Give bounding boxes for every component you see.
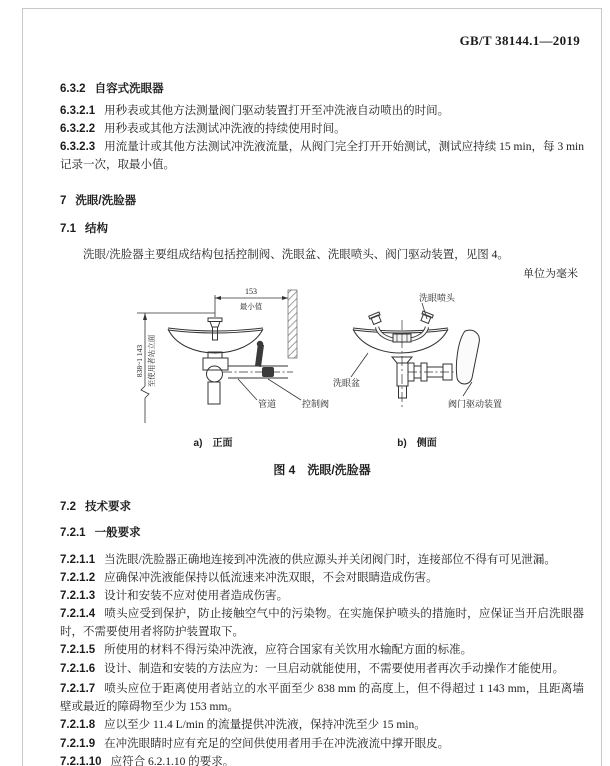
clause-7-2-1-2 (60, 569, 584, 587)
front-view (137, 290, 301, 423)
valve-actuator-label: 阀门驱动装置 (448, 399, 503, 409)
clause-number: 7.2.1.9 (60, 738, 96, 750)
section-number: 7 (60, 195, 67, 207)
clause-number: 6.3.2.1 (60, 105, 96, 117)
clause-number: 7.2.1.10 (60, 756, 102, 766)
valve-leader-line (268, 379, 301, 400)
clause-number: 7.2.1.6 (60, 663, 96, 675)
wall-hatch (288, 290, 297, 358)
clause-7-2-1-5 (60, 641, 584, 659)
dim-153-value: 153 (245, 287, 257, 296)
front-spray-head (208, 318, 222, 340)
paragraph-7-1: 洗眼/洗脸器主要组成结构包括控制阀、洗眼盆、洗眼喷头、阀门驱动装置，见图 4。 (83, 249, 509, 261)
section-7 (60, 192, 584, 210)
spray-head-label: 洗眼喷头 (419, 293, 456, 303)
clause-text: 喷头应位于距离使用者站立的水平面至少 838 mm 的高度上，但不得超过 1 143 mm，且距离墙壁或最近的障碍物至少为 153 mm。 (60, 683, 584, 713)
section-6-3-2 (60, 80, 584, 98)
section-number: 7.1 (60, 223, 76, 235)
clause-7-2-1-7 (60, 680, 584, 716)
clause-7-2-1-1 (60, 551, 584, 569)
clause-7-2-1-3 (60, 587, 584, 605)
clause-6-3-2-1 (60, 102, 584, 120)
clause-text: 用秒表或其他方法测试冲洗液的持续使用时间。 (104, 123, 346, 135)
pipe-leader-line (238, 379, 257, 400)
clause-text: 设计、制造和安装的方法应为：一旦启动就能使用，不需要使用者再次手动操作才能使用。 (104, 663, 565, 675)
section-title: 洗眼/洗脸器 (75, 195, 137, 207)
clause-number: 7.2.1.5 (60, 644, 96, 656)
section-number: 6.3.2 (60, 83, 86, 95)
clause-number: 6.3.2.3 (60, 141, 96, 153)
caption-front-view: a) 正面 (193, 438, 233, 449)
clause-7-2-1-8 (60, 716, 584, 734)
clause-number: 7.2.1.1 (60, 554, 96, 566)
dim-height-note: 至使用者站立面 (147, 334, 156, 388)
pipe-label: 管道 (258, 399, 277, 409)
front-control-valve (255, 341, 274, 377)
section-title: 一般要求 (94, 527, 141, 539)
section-7-1 (60, 220, 584, 238)
side-plumbing (392, 357, 467, 398)
bowl-leader-line (351, 353, 368, 377)
clause-text: 在冲洗眼睛时应有充足的空间供使用者用手在冲洗液流中撑开眼皮。 (104, 738, 450, 750)
clause-6-3-2-2 (60, 120, 584, 138)
bowl-label: 洗眼盆 (333, 378, 361, 388)
clause-text: 当洗眼/洗脸器正确地连接到冲洗液的供应源头并关闭阀门时，连接部位不得有可见泄漏。 (104, 554, 556, 566)
clause-7-2-1-9 (60, 735, 584, 753)
side-view (351, 303, 479, 410)
front-plumbing (203, 352, 293, 404)
clause-text: 设计和安装不应对使用者造成伤害。 (104, 590, 289, 602)
clause-7-2-1-10 (60, 753, 584, 766)
figure-4-drawing (135, 283, 590, 458)
section-7-2 (60, 498, 584, 516)
clause-number: 7.2.1.3 (60, 590, 96, 602)
clause-number: 6.3.2.2 (60, 123, 96, 135)
clause-number: 7.2.1.4 (60, 608, 96, 620)
clause-text: 喷头应受到保护，防止接触空气中的污染物。在实施保护喷头的措施时，应保证当开启洗眼器时，不需要使用者将防护装置取下。 (60, 608, 584, 638)
left-spray-head (369, 312, 383, 325)
section-number: 7.2.1 (60, 527, 86, 539)
clause-number: 7.2.1.2 (60, 572, 96, 584)
standard-number: GB/T 38144.1—2019 (459, 33, 580, 48)
section-title: 结构 (85, 223, 108, 235)
clause-text: 应确保冲洗液能保持以低流速来冲洗双眼，不会对眼睛造成伤害。 (104, 572, 438, 584)
clause-number: 7.2.1.8 (60, 719, 96, 731)
figure-4-caption: 图 4 洗眼/洗脸器 (273, 463, 371, 477)
clause-7-2-1-6 (60, 660, 584, 678)
clause-6-3-2-3 (60, 138, 584, 174)
caption-side-view: b) 侧面 (397, 438, 437, 449)
dim-height-value: 838~1 143 (135, 344, 144, 378)
unit-note: 单位为毫米 (523, 268, 578, 280)
clause-number: 7.2.1.7 (60, 683, 96, 695)
clause-text: 应符合 6.2.1.10 的要求。 (110, 756, 235, 766)
section-7-2-1 (60, 524, 584, 542)
section-number: 7.2 (60, 501, 76, 513)
dim-153-note: 最小值 (239, 302, 263, 311)
clause-text: 用秒表或其他方法测量阀门驱动装置打开至冲洗液自动喷出的时间。 (104, 105, 450, 117)
clause-text: 用流量计或其他方法测试冲洗液流量，从阀门完全打开开始测试，测试应持续 15 min，每 3 min 记录一次，取最小值。 (60, 141, 584, 171)
clause-text: 应以至少 11.4 L/min 的流量提供冲洗液，保持冲洗至少 15 min。 (104, 719, 426, 731)
valve-actuator-paddle (456, 330, 479, 384)
control-valve-label: 控制阀 (302, 399, 330, 409)
section-title: 技术要求 (85, 501, 131, 513)
clause-7-2-1-4 (60, 605, 584, 641)
clause-text: 所使用的材料不得污染冲洗液，应符合国家有关饮用水输配方面的标准。 (104, 644, 473, 656)
section-title: 自容式洗眼器 (94, 83, 164, 95)
